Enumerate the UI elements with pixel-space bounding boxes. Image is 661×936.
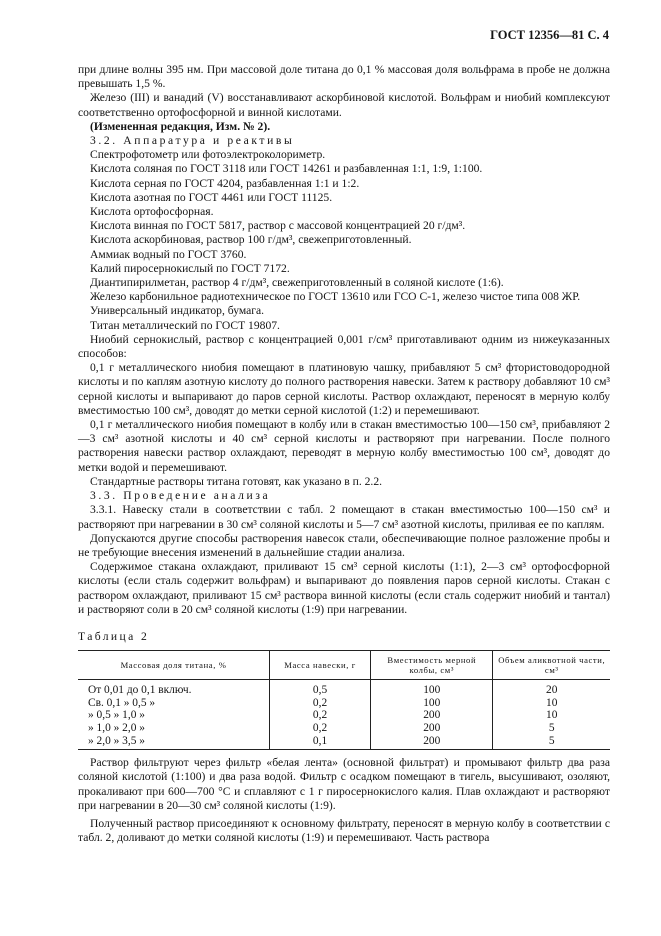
paragraph: 3.3.1. Навеску стали в соответствии с табл. 2 помещают в стакан вместимостью 100—150 см³ и растворяют при нагревании в 30 см³ соляной кислоты и 5—7 см³ азотной кислоты, приливая ее по каплям.	[78, 503, 610, 531]
cell-volume: 200	[371, 722, 493, 735]
cell-volume: 100	[371, 697, 493, 710]
cell-aliquot: 10	[493, 709, 610, 722]
cell-volume: 200	[371, 709, 493, 722]
reagent-item: Универсальный индикатор, бумага.	[90, 304, 265, 318]
column-header-sample-mass: Масса навески, г	[270, 651, 371, 680]
cell-aliquot: 20	[493, 680, 610, 697]
cell-range: От 0,01 до 0,1 включ.	[88, 684, 192, 697]
section-heading: 3.2. Аппаратура и реактивы	[90, 134, 295, 148]
table-caption: Таблица 2	[78, 629, 150, 643]
cell-volume: 100	[371, 680, 493, 697]
reagent-item: Ниобий сернокислый, раствор с концентрацией 0,001 г/см³ приготавливают одним из нижеуказанных способов:	[78, 332, 610, 361]
reagent-item: Железо карбонильное радиотехническое по ГОСТ 13610 или ГСО С-1, железо чистое типа 008 ЖР.	[90, 290, 581, 304]
paragraph: 0,1 г металлического ниобия помещают в платиновую чашку, прибавляют 5 см³ фтористоводородной кислоты и по каплям азотную кислоту до полного растворения навески. Затем к раствору добавляют 10 см³ серной кислоты и выпаривают до паров серной кислоты. Раствор охлаждают, переносят в мерную колбу вместимостью 100 см³, доводят до метки серной кислотой (1:2) и перемешивают.	[78, 361, 610, 417]
paragraph: Допускаются другие способы растворения навесок стали, обеспечивающие полное разложение пробы и не требующие внесения изменений в дальнейшие стадии анализа.	[78, 531, 610, 559]
cell-aliquot: 5	[493, 722, 610, 735]
cell-mass: 0,2	[270, 709, 371, 722]
paragraph: Раствор фильтруют через фильтр «белая лента» (основной фильтрат) и промывают фильтр два раза соляной кислотой (1:100) и два раза водой. Фильтр с осадком помещают в тигель, высушивают, озоляют, прокаливают при 600—700 °С и сплавляют с 1 г пиросернокислого калия. Плав охлаждают и растворяют при нагревании в 20—30 см³ соляной кислоты (1:9).	[78, 756, 610, 812]
cell-mass: 0,1	[270, 735, 371, 750]
reagent-item: Титан металлический по ГОСТ 19807.	[90, 318, 280, 332]
cell-range: » 1,0 » 2,0 »	[88, 721, 145, 734]
paragraph: при длине волны 395 нм. При массовой доле титана до 0,1 % массовая доля вольфрама в пробе не должна превышать 1,5 %.	[78, 63, 610, 91]
reagent-item: Кислота винная по ГОСТ 5817, раствор с массовой концентрацией 20 г/дм³.	[90, 219, 466, 233]
cell-aliquot: 5	[493, 735, 610, 750]
reagent-item: Кислота ортофосфорная.	[90, 205, 214, 219]
amendment-note: (Измененная редакция, Изм. № 2).	[90, 119, 271, 133]
column-header-titanium-fraction: Массовая доля титана, %	[78, 651, 270, 680]
cell-range: » 2,0 » 3,5 »	[88, 734, 145, 747]
reagent-item: Кислота азотная по ГОСТ 4461 или ГОСТ 11125.	[90, 190, 333, 204]
document-body	[78, 63, 610, 845]
section-heading: 3.3. Проведение анализа	[90, 489, 271, 503]
paragraph: Полученный раствор присоединяют к основному фильтрату, переносят в мерную колбу в соответствии с табл. 2, доливают до метки соляной кислоты (1:9) и перемешивают. Часть раствора	[78, 816, 610, 845]
table-row	[78, 709, 610, 722]
table-row	[78, 722, 610, 735]
cell-volume: 200	[371, 735, 493, 750]
table-row	[78, 697, 610, 710]
table-row	[78, 680, 610, 697]
reagent-item: Спектрофотометр или фотоэлектроколориметр.	[90, 148, 326, 162]
paragraph: Стандартные растворы титана готовят, как указано в п. 2.2.	[90, 474, 383, 488]
paragraph: 0,1 г металлического ниобия помещают в колбу или в стакан вместимостью 100—150 см³, прибавляют 2—3 см³ азотной кислоты и 40 см³ серной кислоты и растворяют при нагревании. После полного растворения навески раствор охлаждают, переводят в мерную колбу вместимостью 100 см³, доводят до метки водой и перемешивают.	[78, 418, 610, 474]
reagent-item: Кислота соляная по ГОСТ 3118 или ГОСТ 14261 и разбавленная 1:1, 1:9, 1:100.	[90, 162, 483, 176]
reagent-item: Аммиак водный по ГОСТ 3760.	[90, 247, 247, 261]
page-header: ГОСТ 12356—81 С. 4	[490, 28, 609, 42]
column-header-flask-volume: Вместимость мерной колбы, см³	[371, 651, 493, 680]
reagent-item: Кислота серная по ГОСТ 4204, разбавленная 1:1 и 1:2.	[90, 176, 360, 190]
table-row	[78, 735, 610, 750]
reagent-item: Диантипирилметан, раствор 4 г/дм³, свежеприготовленный в соляной кислоте (1:6).	[90, 276, 504, 290]
cell-aliquot: 10	[493, 697, 610, 710]
table-2	[78, 650, 610, 750]
paragraph: Содержимое стакана охлаждают, приливают 15 см³ серной кислоты (1:1), 2—3 см³ ортофосфорной кислоты (если сталь содержит вольфрам) и выпаривают до появления паров серной кислоты. Стакан с раствором охлаждают, приливают 15 см³ раствора винной кислоты (если сталь содержит ниобий и тантал) и растворяют соли в 20 см³ соляной кислоты (1:9) при нагревании.	[78, 560, 610, 616]
cell-range: » 0,5 » 1,0 »	[88, 709, 145, 722]
cell-mass: 0,2	[270, 697, 371, 710]
table-header-row	[78, 651, 610, 680]
reagent-item: Калий пиросернокислый по ГОСТ 7172.	[90, 261, 290, 275]
cell-range: Св. 0,1 » 0,5 »	[88, 696, 156, 709]
reagent-item: Кислота аскорбиновая, раствор 100 г/дм³, свежеприготовленный.	[90, 233, 412, 247]
column-header-aliquot-volume: Объем аликвотной части, см³	[493, 651, 610, 680]
paragraph: Железо (III) и ванадий (V) восстанавливают аскорбиновой кислотой. Вольфрам и ниобий комплексуют соответственно ортофосфорной и винной кислотами.	[78, 91, 610, 119]
cell-mass: 0,2	[270, 722, 371, 735]
cell-mass: 0,5	[270, 680, 371, 697]
